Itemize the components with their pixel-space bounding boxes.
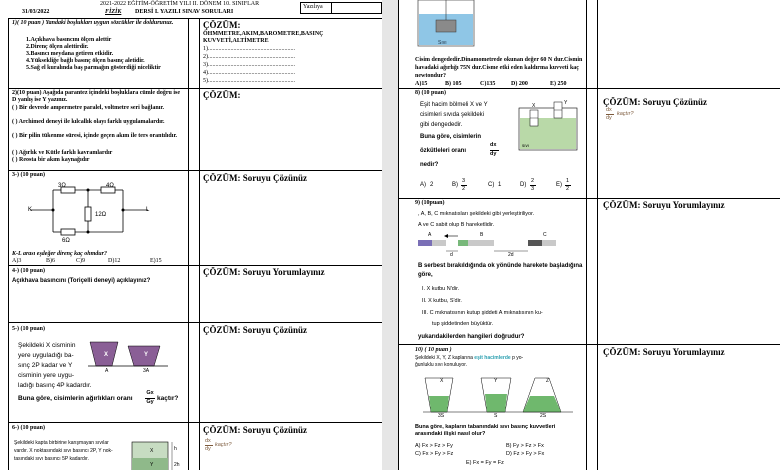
q4-solution: ÇÖZÜM: Soruyu Yorumlayınız bbox=[203, 267, 325, 277]
q4-text: Açıkhava basıncını (Toriçelli deneyi) açıklayınız? bbox=[12, 278, 151, 284]
q8-ratio-num: dx bbox=[490, 142, 497, 148]
q10-line-highlight: eşit hacimlerde bbox=[474, 355, 511, 361]
q2-solution: ÇÖZÜM: bbox=[203, 90, 241, 100]
q10-label-z: Z bbox=[546, 378, 550, 384]
q8-line: gibi dengededir. bbox=[420, 122, 463, 128]
q7-liquid-label: Sıvı bbox=[438, 40, 447, 46]
q3-resistor-label: 12Ω bbox=[95, 212, 107, 218]
q3-option[interactable]: B)6 bbox=[46, 258, 55, 264]
q8-question: Buna göre, cisimlerin bbox=[420, 134, 482, 140]
q6-label-h: h bbox=[174, 446, 177, 452]
q6-ratio-num: dx bbox=[205, 438, 211, 444]
q8-line: Eşit hacim bölmeli X ve Y bbox=[420, 102, 488, 108]
q10-line-a: Şekildeki X, Y, Z kaplarına bbox=[415, 355, 475, 361]
q10-label-s: S bbox=[494, 413, 498, 419]
q7-option[interactable]: E) 250 bbox=[550, 81, 567, 87]
divider bbox=[188, 18, 189, 470]
q5-label-a: A bbox=[105, 368, 109, 374]
q2-item: ( ) Archimed deneyi ile kılcallık olayı farklı uygulamalardır. bbox=[12, 119, 165, 125]
q8-option-den[interactable]: 2 bbox=[462, 186, 466, 192]
divider bbox=[8, 322, 382, 323]
q3-question: K-L arası eşdeğer direnç kaç ohmdur? bbox=[12, 251, 107, 257]
q6-line: tasındaki sıvı basıncı 5P kadardır. bbox=[14, 456, 89, 462]
header-exam: DERSİ I. YAZILI SINAV SORULARI bbox=[135, 9, 234, 15]
q1-item: 5.Sağ el kuralında baş parmağın gösterdiği niceliktir bbox=[26, 65, 161, 71]
q5-label-x: X bbox=[104, 352, 109, 358]
q8-option[interactable]: A) bbox=[420, 182, 426, 188]
q2-item: ( ) Ağırlık ve Kütle farklı kavramlardır bbox=[12, 150, 113, 156]
header-date: 31/03/2022 bbox=[22, 9, 50, 15]
q3-option[interactable]: C)9 bbox=[76, 258, 85, 264]
q5-line: sınç 2P kadar ve Y bbox=[18, 362, 73, 369]
q10-option[interactable]: A) Fx > Fz > Fy bbox=[415, 443, 453, 449]
q5-suffix: kaçtır? bbox=[157, 395, 179, 402]
q6-title: 6-) (10 puan) bbox=[12, 425, 46, 431]
q8-option-value[interactable]: 1 bbox=[498, 182, 502, 188]
q6-label-y: Y bbox=[150, 462, 154, 468]
q5-ratio-num: Gx bbox=[146, 390, 154, 396]
q8-option-den[interactable]: 2 bbox=[566, 186, 570, 192]
q3-option[interactable]: E)15 bbox=[150, 258, 162, 264]
score-divider bbox=[331, 3, 332, 13]
q8-question: nedir? bbox=[420, 162, 439, 168]
q9-line: , A, B, C mıknatısları şekildeki gibi yerleştiriliyor. bbox=[418, 211, 535, 217]
q1-item: 3.Basıncı meydana getiren etkidir. bbox=[26, 51, 114, 57]
q8-label-liquid: sıvı bbox=[522, 143, 530, 148]
q10-option[interactable]: C) Fx > Fy > Fz bbox=[415, 451, 454, 457]
q9-title: 9) (10puan) bbox=[415, 200, 445, 206]
q7-option[interactable]: D) 200 bbox=[511, 81, 528, 87]
score-box bbox=[300, 2, 382, 14]
q1-item: 1.Açıkhava basıncını ölçen alettir bbox=[26, 37, 112, 43]
q3-solution: ÇÖZÜM: Soruyu Çözünüz bbox=[203, 173, 308, 183]
q7-option[interactable]: B) 105 bbox=[445, 81, 462, 87]
q6-ratio-suffix: kaçtır? bbox=[215, 442, 232, 448]
q9-label-b: B bbox=[480, 232, 484, 238]
q10-label-3s: 3S bbox=[438, 413, 445, 419]
q5-title: 5-) (10 puan) bbox=[12, 326, 46, 332]
divider bbox=[8, 265, 382, 266]
q10-label-2s: 2S bbox=[540, 413, 547, 419]
q5-line: Şekildeki X cisminin bbox=[18, 342, 76, 349]
q1-answer-line[interactable]: 4).......................................................... bbox=[203, 70, 295, 76]
q3-resistor-label: 6Ω bbox=[62, 238, 70, 244]
q7-option[interactable]: A)15 bbox=[415, 81, 428, 87]
q6-line: Şekildeki kapta birbirine karışmayan sıvılar bbox=[14, 440, 109, 446]
q2-item: ( ) Bir pilin tükenme süresi, içinde geçen akım ile ters orantılıdır. bbox=[12, 133, 178, 139]
q6-ratio-den: dy bbox=[205, 446, 211, 452]
exam-page-right bbox=[398, 0, 780, 470]
q8-option-num[interactable]: 1 bbox=[566, 178, 570, 184]
q9-label-a: A bbox=[428, 232, 432, 238]
q2-title: 2)(10 puan) Aşağıda parantez içindeki boşluklara cümle doğru ise D yanlış ise Y yazınız. bbox=[12, 90, 181, 103]
divider bbox=[597, 0, 598, 470]
q10-option[interactable]: B) Fy > Fz > Fx bbox=[506, 443, 544, 449]
q3-resistor-label: 4Ω bbox=[106, 183, 114, 189]
q10-label-x: X bbox=[440, 378, 444, 384]
divider bbox=[398, 344, 780, 345]
score-label: Yazılıya bbox=[303, 4, 323, 10]
q9-ask: yukarıdakilerden hangileri doğrudur? bbox=[418, 334, 525, 340]
q8-option-den[interactable]: 3 bbox=[531, 186, 535, 192]
q8-solution: ÇÖZÜM: Soruyu Çözünüz bbox=[603, 97, 708, 107]
q10-line-c: p yo- bbox=[510, 355, 524, 361]
q8-label-y: Y bbox=[564, 100, 568, 106]
divider bbox=[8, 18, 382, 19]
q5-label-3a: 3A bbox=[143, 368, 150, 374]
q5-question: Buna göre, cisimlerin ağırlıkları oranı bbox=[18, 395, 133, 402]
q9-statement: tup şiddetinden büyüktür. bbox=[432, 321, 494, 327]
header-title: 2021-2022 EĞİTİM-ÖĞRETİM YILI II. DÖNEM 10. SINIFLAR bbox=[100, 1, 260, 7]
q5-line: yere uyguladığı ba- bbox=[18, 352, 74, 359]
q10-line bbox=[415, 355, 523, 362]
q1-title: 1)( 10 puan ) Yandaki boşlukları uygun sözcükler ile doldurunuz. bbox=[12, 20, 174, 26]
q5-label-y: Y bbox=[144, 352, 149, 358]
q1-item: 2.Direnç ölçen alettirdir. bbox=[26, 44, 89, 50]
q8-option[interactable]: D) bbox=[520, 182, 527, 188]
q9-label-c: C bbox=[543, 232, 547, 238]
q8-ratio-den: dy bbox=[490, 151, 497, 157]
q8-sol-ratio-num: dx bbox=[606, 107, 612, 113]
q9-statement: I. X kutbu N'dir. bbox=[422, 286, 460, 292]
q10-question: Buna göre, kapların tabanındaki sıvı basınç kuvvetleri arasındaki ilişki nasıl olur? bbox=[415, 424, 556, 437]
q1-solution-words: ÖHMMETRE,AKIM,BAROMETRE,BASINÇ KUVVETİ,ALTİMETRE bbox=[203, 31, 324, 44]
q3-title: 3-) (10 puan) bbox=[12, 172, 46, 178]
q1-answer-line[interactable]: 3).......................................................... bbox=[203, 62, 295, 68]
q9-statement: II. X kutbu, S'dir. bbox=[422, 298, 462, 304]
q4-title: 4-) (10 puan) bbox=[12, 268, 46, 274]
q10-containers-figure bbox=[423, 374, 583, 416]
divider bbox=[8, 170, 382, 171]
q1-answer-line[interactable]: 5).......................................................... bbox=[203, 78, 295, 84]
q8-sol-ratio-den: dy bbox=[606, 115, 612, 121]
q10-solution: ÇÖZÜM: Soruyu Yorumlayınız bbox=[603, 347, 725, 357]
q8-question: özkütleleri oranı bbox=[420, 148, 467, 154]
q8-option-num[interactable]: 2 bbox=[531, 178, 535, 184]
q5-line: cisminin yere uygu- bbox=[18, 372, 74, 379]
divider bbox=[398, 198, 780, 199]
q8-options-row bbox=[420, 178, 585, 194]
q7-text: Cisim dengededir.Dinamometrede okunan değer 60 N dur.Cismin havadaki ağırlığı 75N dur.Cisme etki eden kaldırma kuvveti kaç newtondur? bbox=[415, 57, 583, 79]
q5-ratio-den: Gy bbox=[146, 399, 154, 405]
q1-solution-title: ÇÖZÜM: bbox=[203, 20, 241, 30]
q1-answer-line[interactable]: 2).......................................................... bbox=[203, 54, 295, 60]
q5-blocks-figure bbox=[88, 340, 168, 372]
q9-solution: ÇÖZÜM: Soruyu Yorumlayınız bbox=[603, 200, 725, 210]
q5-solution: ÇÖZÜM: Soruyu Çözünüz bbox=[203, 325, 308, 335]
exam-page-left bbox=[0, 0, 382, 470]
q7-option[interactable]: C)135 bbox=[480, 81, 496, 87]
divider bbox=[199, 18, 200, 470]
header-subject: FİZİK bbox=[105, 9, 122, 15]
q6-container-figure bbox=[130, 440, 180, 470]
q8-option[interactable]: C) bbox=[488, 182, 495, 188]
q8-label-x: X bbox=[532, 103, 536, 109]
divider bbox=[398, 88, 780, 89]
q9-label-2d: 2d bbox=[508, 252, 514, 258]
q1-answer-line[interactable]: 1).......................................................... bbox=[203, 46, 295, 52]
q6-label-2h: 2h bbox=[174, 462, 180, 468]
q3-resistor-label: 3Ω bbox=[58, 183, 66, 189]
q8-sol-suffix: kaçtır? bbox=[617, 111, 634, 117]
q3-terminal: K bbox=[28, 207, 33, 213]
q10-line: ğunluklu sıvı konuluyor. bbox=[415, 362, 467, 368]
q8-title: 8) (10 puan) bbox=[415, 90, 447, 96]
q8-option-num[interactable]: 3 bbox=[462, 178, 466, 184]
q10-title: 10) ( 10 puan ) bbox=[415, 347, 452, 353]
q9-statement: III. C mıknatısının kutup şiddeti A mıknatısının ku- bbox=[422, 310, 543, 316]
q6-label-x: X bbox=[150, 448, 154, 454]
q2-item: ( ) Bir devrede ampermetre paralel, voltmetre seri bağlanır. bbox=[12, 105, 164, 111]
q9-question: B serbest bırakıldığında ok yönünde harekete başladığına göre, bbox=[418, 263, 583, 278]
q8-option-value[interactable]: 2 bbox=[430, 182, 434, 188]
q6-solution: ÇÖZÜM: Soruyu Çözünüz bbox=[203, 425, 308, 435]
divider bbox=[8, 88, 382, 89]
divider bbox=[586, 0, 587, 470]
q8-line: cisimleri sıvıda şekildeki bbox=[420, 112, 485, 118]
q3-option[interactable]: D)12 bbox=[108, 258, 121, 264]
q6-line: vardır. X noktasındaki sıvı basıncı 2P, Y nok- bbox=[14, 448, 113, 454]
q8-option[interactable]: E) bbox=[556, 182, 562, 188]
q10-label-y: Y bbox=[494, 378, 498, 384]
q1-item: 4.Yüksekliğe bağlı basınç ölçen basınç aletidir. bbox=[26, 58, 145, 64]
q3-option[interactable]: A)3 bbox=[12, 258, 22, 264]
q10-option[interactable]: E) Fx = Fy = Fz bbox=[466, 460, 504, 466]
q9-line: A ve C sabit olup B hareketlidir. bbox=[418, 222, 495, 228]
q5-line: ladığı basınç 4P kadardır. bbox=[18, 382, 92, 389]
q10-option[interactable]: D) Fz > Fy > Fx bbox=[506, 451, 545, 457]
q9-label-d: d bbox=[450, 252, 453, 258]
divider bbox=[8, 422, 382, 423]
divider bbox=[398, 0, 399, 470]
q8-option[interactable]: B) bbox=[452, 182, 458, 188]
q2-item: ( ) Reosta bir akım kaynağıdır bbox=[12, 157, 90, 163]
q3-terminal: L bbox=[146, 207, 150, 213]
